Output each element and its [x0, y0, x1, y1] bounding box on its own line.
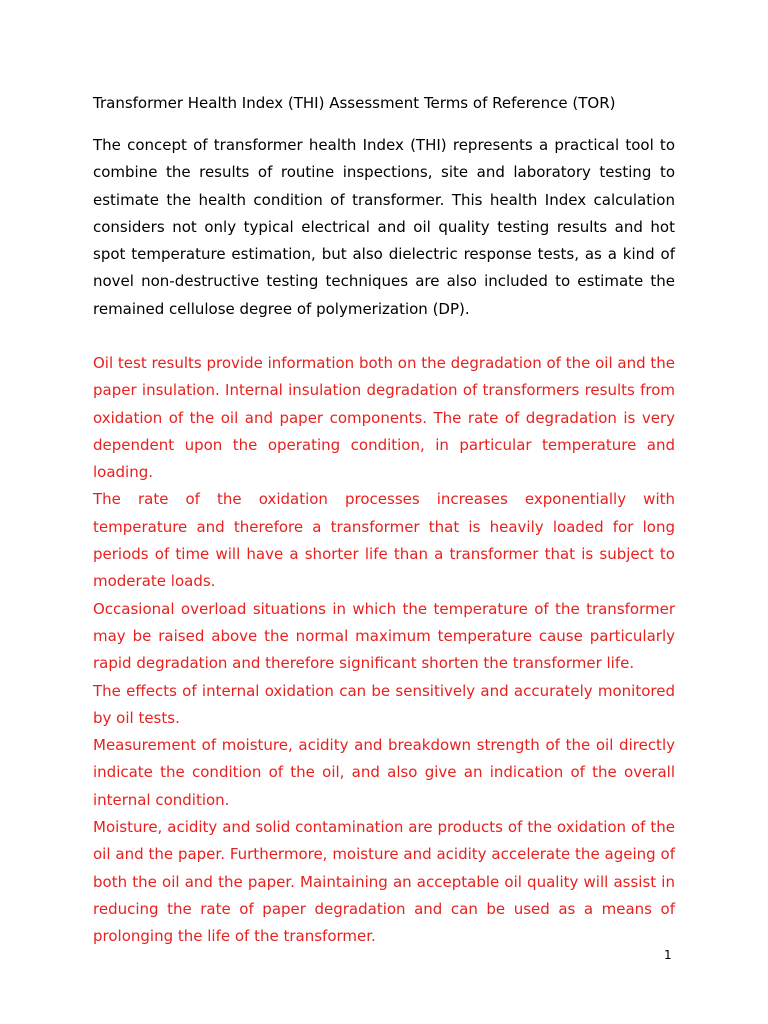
- red-paragraph-oil-test-results: Oil test results provide information both on the degradation of the oil and the paper insulation. Internal insulation degradation of transformers results from oxidation of the oil and paper components. The rate of degradation is very dependent upon the operating condition, in particular temperature and loading.: [93, 354, 675, 482]
- document-title: Transformer Health Index (THI) Assessment Terms of Reference (TOR): [93, 94, 616, 112]
- red-paragraph-overload: Occasional overload situations in which the temperature of the transformer may be raised above the normal maximum temperature cause particularly rapid degradation and therefore significant shorten the transformer life.: [93, 599, 675, 673]
- red-paragraph-oxidation-rate: The rate of the oxidation processes increases exponentially with temperature and therefore a transformer that is heavily loaded for long periods of time will have a shorter life than a transformer that is subject to moderate loads.: [93, 490, 675, 591]
- red-paragraph-internal-oxidation: The effects of internal oxidation can be sensitively and accurately monitored by oil tests.: [93, 681, 675, 727]
- red-paragraph-moisture-acidity: Moisture, acidity and solid contamination are products of the oxidation of the oil and the paper. Furthermore, moisture and acidity accelerate the ageing of both the oil and the paper. Maintaining an acceptable oil quality will assist in reducing the rate of paper degradation and can be used as a means of prolonging the life of the transformer.: [93, 818, 675, 946]
- red-paragraph-block: [93, 350, 675, 951]
- page-number: 1: [664, 948, 672, 962]
- intro-paragraph: The concept of transformer health Index (THI) represents a practical tool to combine the results of routine inspections, site and laboratory testing to estimate the health condition of transformer. This health Index calculation considers not only typical electrical and oil quality testing results and hot spot temperature estimation, but also dielectric response tests, as a kind of novel non-destructive testing techniques are also included to estimate the remained cellulose degree of polymerization (DP).: [93, 136, 675, 318]
- red-paragraph-measurement: Measurement of moisture, acidity and breakdown strength of the oil directly indicate the condition of the oil, and also give an indication of the overall internal condition.: [93, 736, 675, 809]
